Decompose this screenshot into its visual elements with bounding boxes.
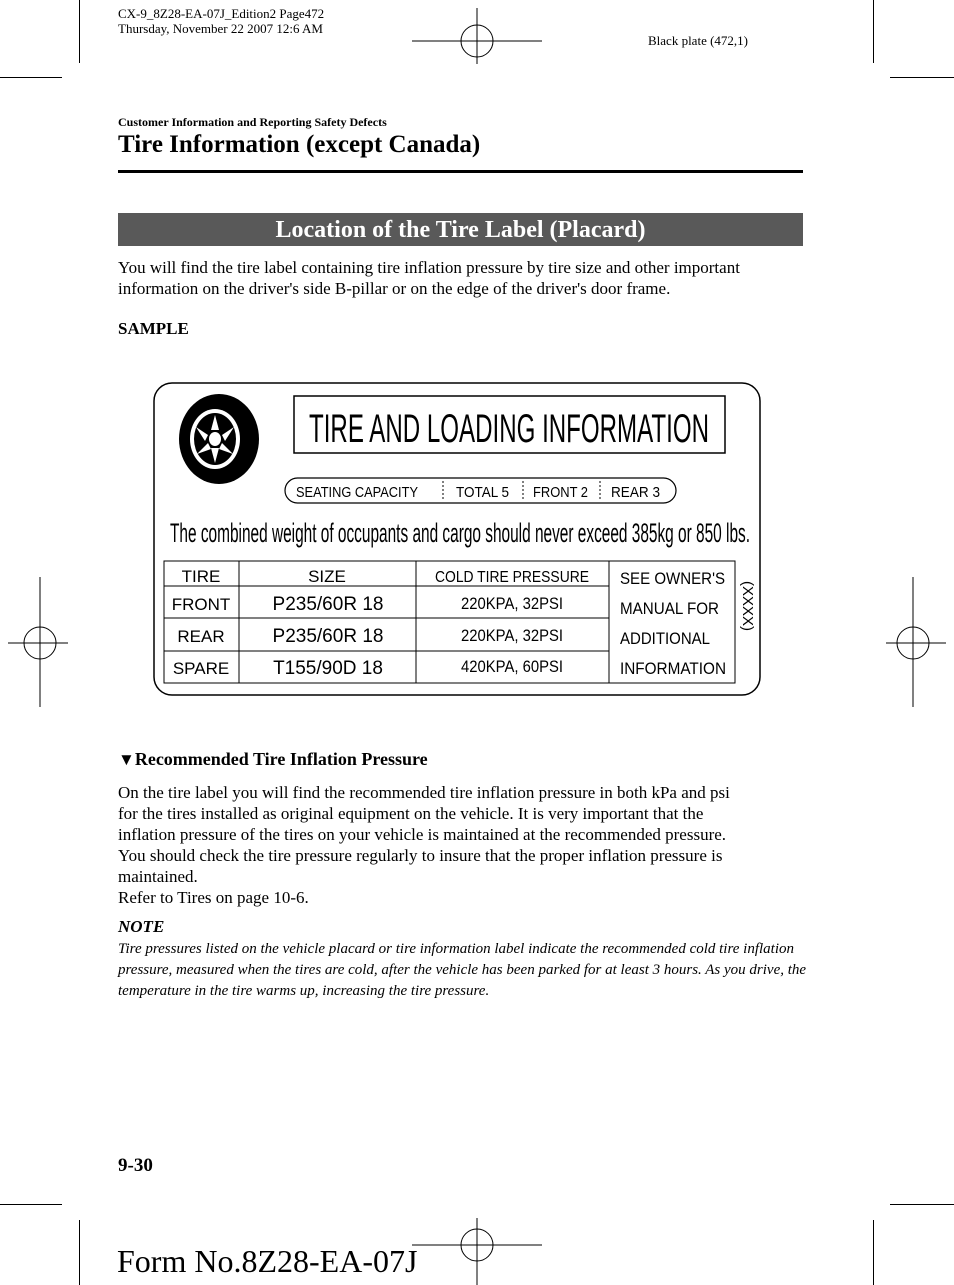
table-cell-tire: REAR — [177, 627, 225, 646]
print-info — [118, 6, 324, 36]
seating-total: TOTAL 5 — [456, 484, 509, 501]
table-header-size: SIZE — [308, 567, 346, 586]
table-cell-pressure: 220KPA, 32PSI — [461, 626, 563, 645]
table-cell-size: P235/60R 18 — [272, 626, 384, 647]
body-line: On the tire label you will find the recommended tire inflation pressure in both kPa and psi — [118, 783, 730, 802]
crop-mark — [0, 77, 62, 78]
table-header-tire: TIRE — [181, 567, 221, 586]
sample-label: SAMPLE — [118, 319, 189, 338]
page-number: 9-30 — [118, 1155, 153, 1176]
subsection-title: Recommended Tire Inflation Pressure — [134, 749, 428, 769]
registration-mark-icon — [412, 1218, 542, 1285]
body-line: inflation pressure of the tires on your vehicle is maintained at the recommended pressure. — [118, 825, 727, 844]
owners-manual-line: MANUAL FOR — [620, 599, 719, 618]
form-number: Form No.8Z28-EA-07J — [117, 1243, 418, 1279]
crop-mark — [890, 77, 954, 78]
table-cell-pressure: 220KPA, 32PSI — [461, 594, 563, 613]
seating-rear: REAR 3 — [611, 484, 660, 501]
registration-mark-icon — [8, 577, 68, 707]
placard-code: (XXXX) — [739, 580, 756, 632]
subsection-heading — [118, 749, 428, 770]
registration-mark-icon — [412, 8, 542, 64]
crop-mark — [0, 1204, 62, 1205]
breadcrumb: Customer Information and Reporting Safety Defects — [118, 115, 387, 129]
owners-manual-line: INFORMATION — [620, 659, 726, 678]
note-text: Tire pressures listed on the vehicle placard or tire information label indicate the recommended cold tire inflation pressure, measured when the tires are cold, after the vehicle has been parked for at least 3 hours. As you drive, the temperature in the tire warms up, increasing the tire pressure. — [118, 941, 807, 999]
table-cell-size: P235/60R 18 — [272, 594, 384, 615]
table-cell-pressure: 420KPA, 60PSI — [461, 657, 563, 676]
body-line: for the tires installed as original equipment on the vehicle. It is very important that the — [118, 804, 704, 823]
table-cell-tire: SPARE — [172, 659, 230, 678]
table-header-pressure: COLD TIRE PRESSURE — [435, 569, 589, 586]
tire-icon — [179, 394, 259, 484]
crop-mark — [873, 1220, 874, 1285]
table-cell-tire: FRONT — [171, 595, 231, 614]
crop-mark — [79, 1220, 80, 1285]
crop-mark — [873, 0, 874, 63]
body-line: Refer to Tires on page 10-6. — [118, 888, 309, 907]
crop-mark — [79, 0, 80, 63]
note-label: NOTE — [118, 917, 165, 936]
intro-paragraph: You will find the tire label containing tire inflation pressure by tire size and other important information on the driver's side B-pillar or on the edge of the driver's door frame. — [118, 258, 740, 298]
title-rule — [118, 170, 803, 173]
registration-mark-icon — [886, 577, 946, 707]
triangle-down-icon: ▼ — [118, 750, 135, 769]
print-info-line: Thursday, November 22 2007 12:6 AM — [118, 21, 323, 36]
plate-label: Black plate (472,1) — [648, 33, 748, 48]
section-title: Location of the Tire Label (Placard) — [118, 213, 803, 246]
body-line: You should check the tire pressure regularly to insure that the proper inflation pressure is — [118, 846, 723, 865]
placard-title: TIRE AND LOADING INFORMATION — [309, 407, 709, 451]
body-line: maintained. — [118, 867, 198, 886]
seating-capacity-label: SEATING CAPACITY — [296, 484, 418, 501]
owners-manual-line: SEE OWNER'S — [620, 569, 725, 588]
weight-notice: The combined weight of occupants and cargo should never exceed 385kg or 850 lbs. — [170, 518, 750, 548]
chapter-title: Tire Information (except Canada) — [118, 131, 481, 158]
owners-manual-line: ADDITIONAL — [620, 629, 710, 648]
tire-placard — [153, 382, 761, 696]
print-info-line: CX-9_8Z28-EA-07J_Edition2 Page472 — [118, 6, 325, 21]
body-paragraph — [118, 782, 808, 908]
crop-mark — [890, 1204, 954, 1205]
seating-front: FRONT 2 — [533, 484, 588, 501]
table-cell-size: T155/90D 18 — [273, 658, 383, 679]
